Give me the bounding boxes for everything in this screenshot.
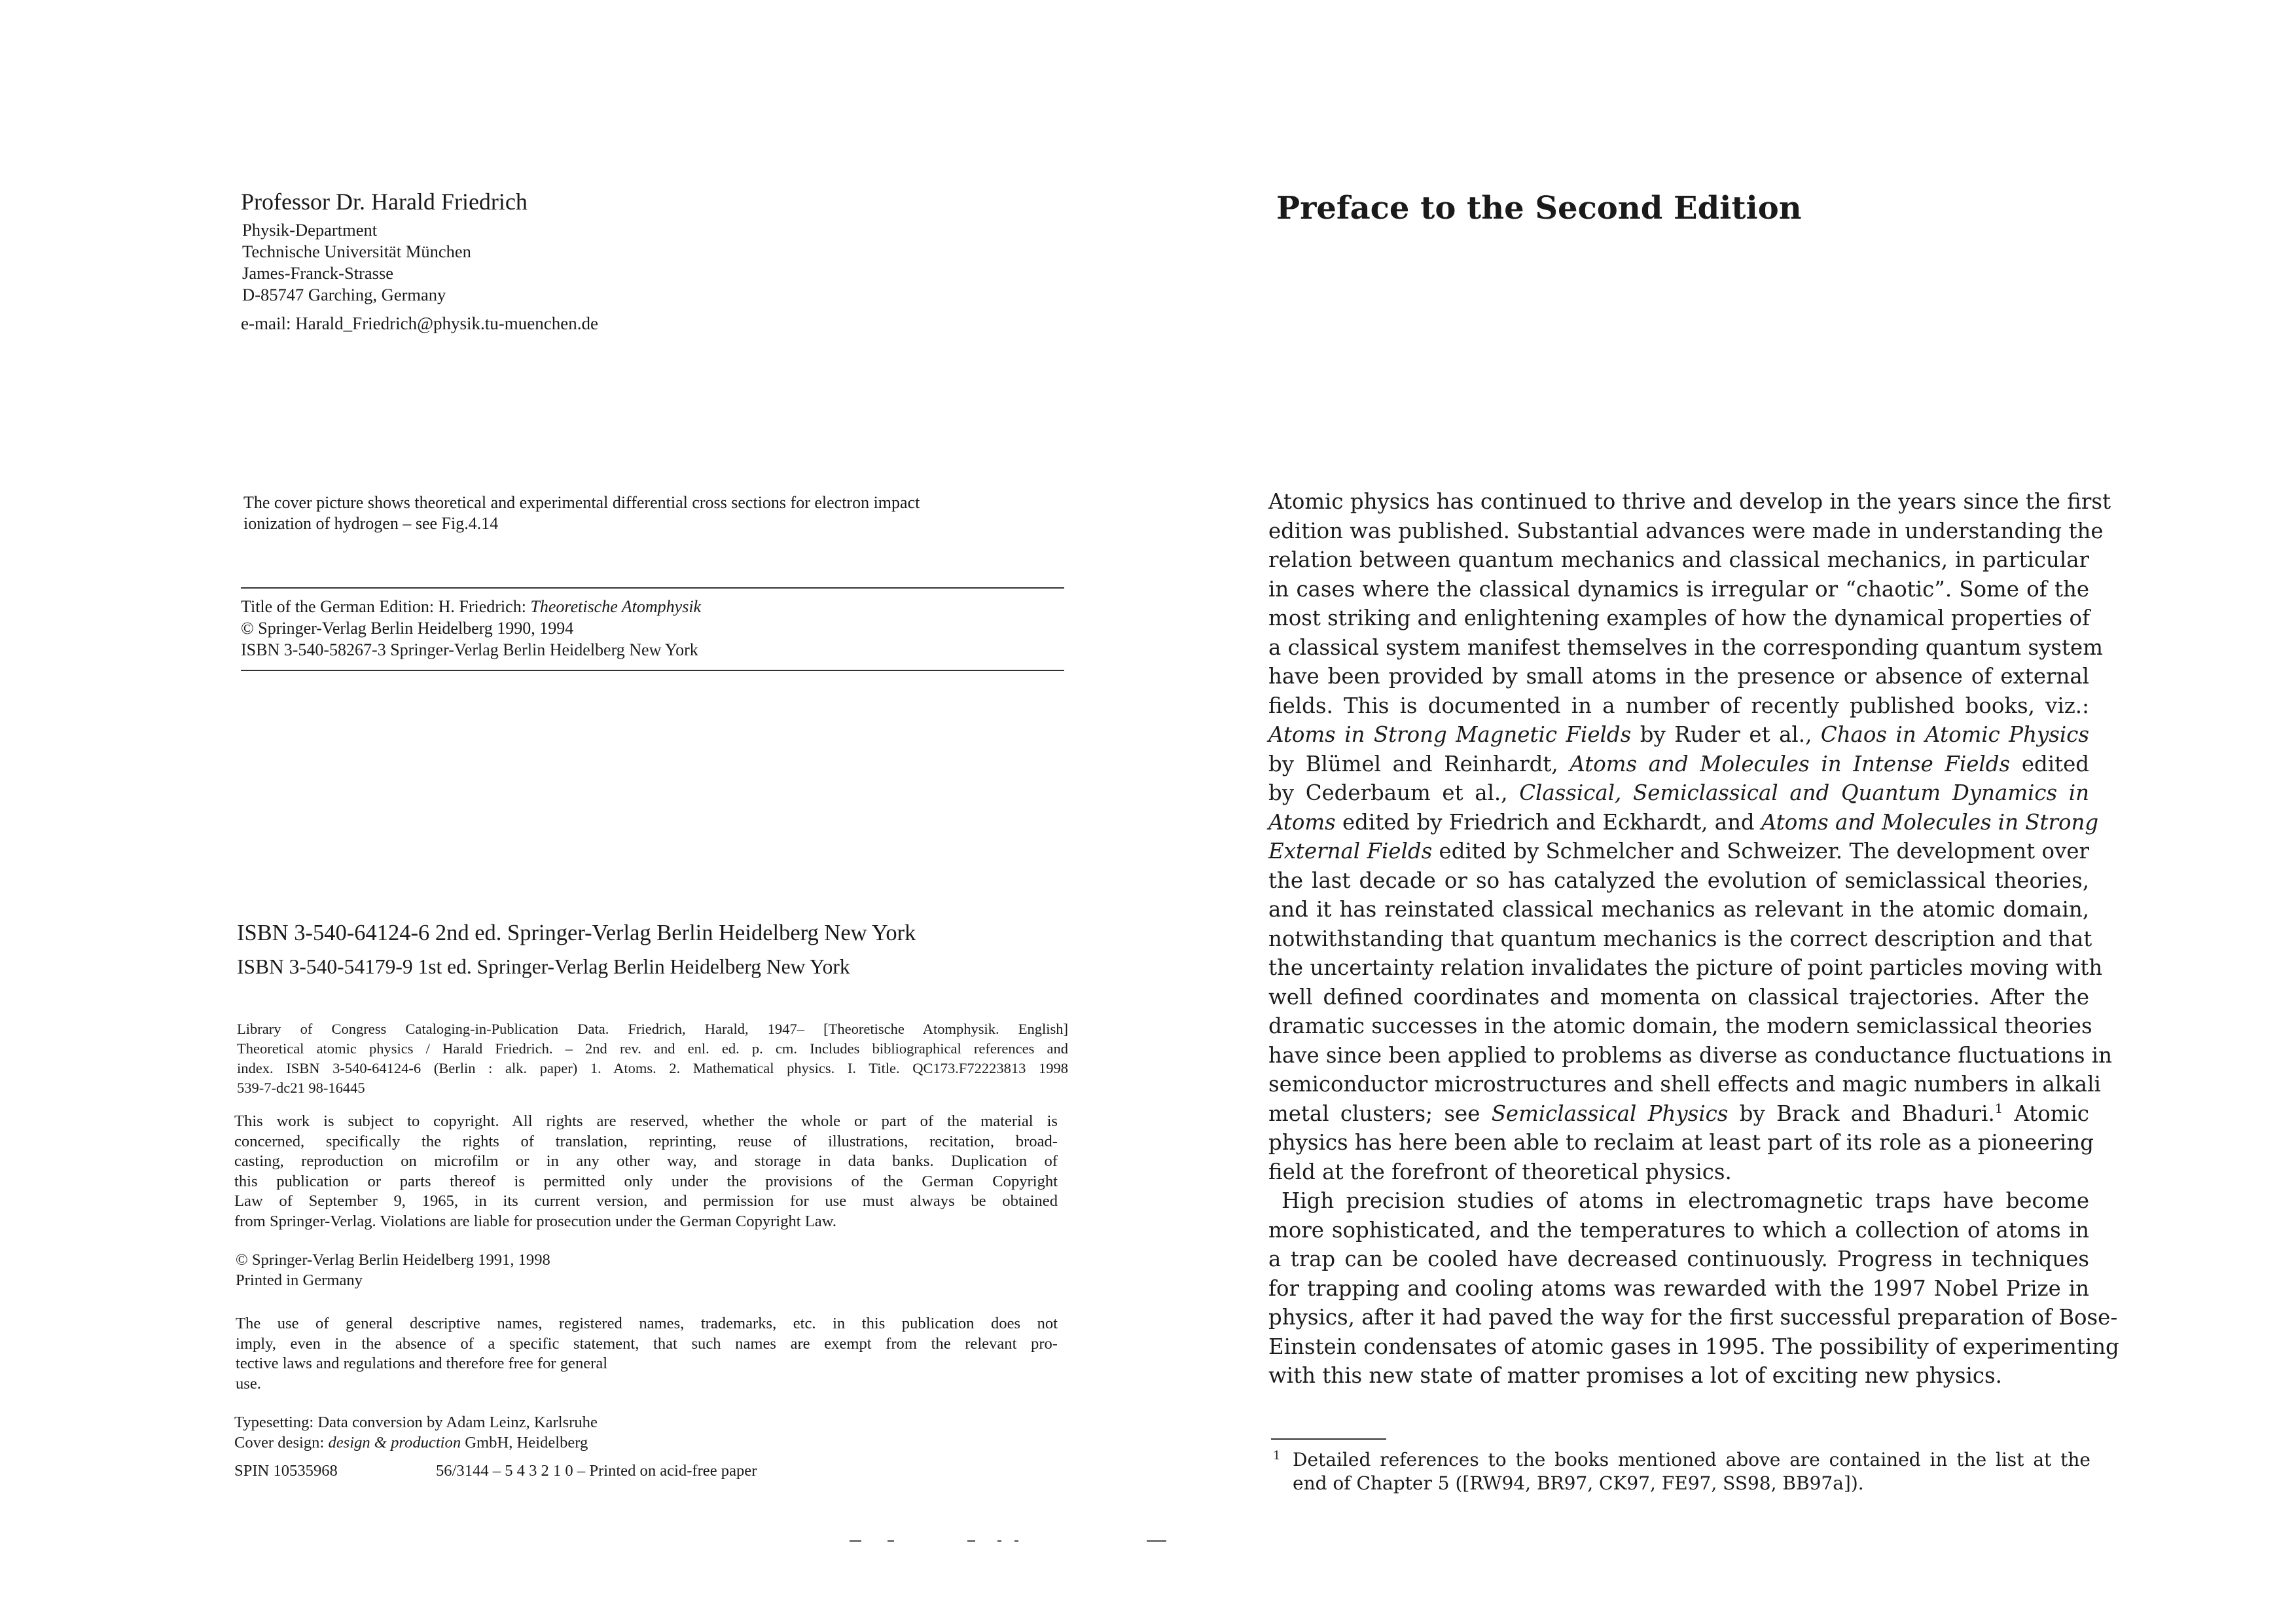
loc-line: index. ISBN 3-540-64124-6 (Berlin : alk. paper) 1. Atoms. 2. Mathematical physics. I. Title. QC173.F72223813 1998 xyxy=(237,1060,1068,1076)
body-line: well defined coordinates and momenta on classical trajectories. After the xyxy=(1268,984,2089,1010)
body-line: relation between quantum mechanics and classical mechanics, in particular xyxy=(1268,547,2089,572)
body-line: for trapping and cooling atoms was rewarded with the 1997 Nobel Prize in xyxy=(1268,1275,2089,1301)
author-email: e-mail: Harald_Friedrich@physik.tu-muenchen.de xyxy=(241,314,598,333)
book-title: Semiclassical Physics xyxy=(1491,1101,1729,1126)
address-line: James-Franck-Strasse xyxy=(242,263,394,283)
copyright-line: Law of September 9, 1965, in its current version, and permission for use must always be obtained xyxy=(234,1192,1058,1211)
divider-rule xyxy=(241,670,1064,671)
body-line: High precision studies of atoms in electromagnetic traps have become xyxy=(1282,1188,2089,1213)
body-line: dramatic successes in the atomic domain, the modern semiclassical theories xyxy=(1268,1013,2092,1038)
body-line: have been provided by small atoms in the presence or absence of external xyxy=(1268,664,2089,689)
spin-line xyxy=(234,1461,757,1482)
footnote-line: end of Chapter 5 ([RW94, BR97, CK97, FE97, SS98, BB97a]). xyxy=(1293,1472,1864,1494)
body-line: have since been applied to problems as diverse as conductance fluctuations in xyxy=(1268,1042,2113,1068)
book-title: Atoms in Strong Magnetic Fields xyxy=(1268,722,1632,747)
book-title: Atoms xyxy=(1268,809,1336,835)
address-line: D-85747 Garching, Germany xyxy=(242,285,446,304)
body-line: semiconductor microstructures and shell effects and magic numbers in alkali xyxy=(1268,1072,2101,1097)
cover-design-company: design & production xyxy=(328,1433,461,1451)
printing-info: 56/3144 – 5 4 3 2 1 0 – Printed on acid-free paper xyxy=(436,1462,757,1480)
scan-mark xyxy=(888,1540,894,1542)
cover-note-line: ionization of hydrogen – see Fig.4.14 xyxy=(243,514,499,533)
book-title: Atoms and Molecules in Strong xyxy=(1761,809,2099,835)
body-text-run: edited by Friedrich and Eckhardt, and xyxy=(1335,809,1761,835)
footnote-text: Detailed references to the books mentioned above are contained in the list at the xyxy=(1293,1449,2090,1470)
divider-rule xyxy=(241,587,1064,589)
copyright-notice xyxy=(234,1112,1058,1232)
production-credits xyxy=(234,1413,598,1453)
loc-line: 539-7-dc21 98-16445 xyxy=(237,1080,365,1096)
body-line xyxy=(1268,720,2089,750)
body-line: more sophisticated, and the temperatures to which a collection of atoms in xyxy=(1268,1217,2089,1243)
body-line: physics, after it had paved the way for the first successful preparation of Bose- xyxy=(1268,1305,2118,1330)
loc-line: Theoretical atomic physics / Harald Friedrich. – 2nd rev. and enl. ed. p. cm. Includes bibliographical references and xyxy=(237,1040,1068,1057)
body-text-run: by Ruder et al., xyxy=(1631,722,1821,747)
body-line: the uncertainty relation invalidates the picture of point particles moving with xyxy=(1268,955,2103,980)
body-line: edition was published. Substantial advances were made in understanding the xyxy=(1268,518,2104,543)
cover-design-suffix: GmbH, Heidelberg xyxy=(461,1433,588,1451)
body-line xyxy=(1268,808,2099,837)
isbn-2nd-ed: ISBN 3-540-64124-6 2nd ed. Springer-Verlag Berlin Heidelberg New York xyxy=(237,921,916,945)
body-line: and it has reinstated classical mechanics as relevant in the atomic domain, xyxy=(1268,897,2089,922)
copyright-line: This work is subject to copyright. All rights are reserved, whether the whole or part of the material is xyxy=(234,1112,1058,1130)
preface-title: Preface to the Second Edition xyxy=(1276,190,1802,227)
body-line: a trap can be cooled have decreased continuously. Progress in techniques xyxy=(1268,1247,2089,1271)
trademarks-line: imply, even in the absence of a specific statement, that such names are exempt from the relevant pro- xyxy=(236,1334,1058,1353)
copyright-line: from Springer-Verlag. Violations are liable for prosecution under the German Copyright Law. xyxy=(234,1212,837,1230)
german-isbn: ISBN 3-540-58267-3 Springer-Verlag Berlin Heidelberg New York xyxy=(241,640,698,659)
typesetting-credit: Typesetting: Data conversion by Adam Leinz, Karlsruhe xyxy=(234,1413,598,1431)
german-title: Theoretische Atomphysik xyxy=(530,597,702,616)
copyright-line: concerned, specifically the rights of translation, reprinting, reuse of illustrations, recitation, broad- xyxy=(234,1132,1058,1150)
cover-note-line: The cover picture shows theoretical and experimental differential cross sections for electron impact xyxy=(243,493,920,512)
body-line: in cases where the classical dynamics is irregular or “chaotic”. Some of the xyxy=(1268,576,2089,602)
body-line: notwithstanding that quantum mechanics is the correct description and that xyxy=(1268,926,2092,951)
book-title: Atoms and Molecules in Intense Fields xyxy=(1570,751,2011,776)
cover-picture-note xyxy=(243,492,1075,534)
body-line xyxy=(1268,837,2089,866)
trademarks-line: use. xyxy=(236,1374,261,1393)
cover-design-credit xyxy=(234,1433,598,1453)
springer-copyright: © Springer-Verlag Berlin Heidelberg 1991, 1998 xyxy=(236,1251,550,1269)
scan-mark xyxy=(1147,1540,1166,1542)
copyright-line: casting, reproduction on microfilm or in any other way, and storage in data banks. Duplication of xyxy=(234,1152,1058,1171)
isbn-block xyxy=(237,917,916,983)
spin-code: SPIN 10535968 xyxy=(234,1462,338,1480)
library-of-congress-data xyxy=(237,1019,1068,1098)
body-text-run: by Blümel and Reinhardt, xyxy=(1268,751,1570,776)
footnote-reference[interactable]: 1 xyxy=(1994,1101,2003,1116)
author-name: Professor Dr. Harald Friedrich xyxy=(241,189,528,215)
copyright-line: this publication or parts thereof is permitted only under the provisions of the German Copyright xyxy=(234,1172,1058,1190)
body-line: Einstein condensates of atomic gases in 1995. The possibility of experimenting xyxy=(1268,1334,2119,1359)
body-text-run: edited xyxy=(2010,751,2089,776)
body-line: fields. This is documented in a number of recently published books, viz.: xyxy=(1268,693,2089,718)
body-line: a classical system manifest themselves in the corresponding quantum system xyxy=(1268,634,2103,660)
body-text-run: by Brack and Bhaduri. xyxy=(1728,1101,1995,1126)
scan-mark xyxy=(967,1540,975,1542)
body-line: most striking and enlightening examples of how the dynamical properties of xyxy=(1268,606,2090,630)
trademarks-notice xyxy=(236,1314,1058,1394)
body-text-run: by Cederbaum et al., xyxy=(1268,780,1520,805)
footnote-line: 1 Detailed references to the books mentioned above are contained in the list at the xyxy=(1273,1448,2090,1470)
footnote-rule xyxy=(1271,1438,1386,1440)
body-line: with this new state of matter promises a lot of exciting new physics. xyxy=(1268,1363,2002,1388)
address-line: Physik-Department xyxy=(242,220,378,240)
address-line: Technische Universität München xyxy=(242,242,471,261)
body-line xyxy=(1268,1099,2089,1129)
body-line: the last decade or so has catalyzed the evolution of semiclassical theories, xyxy=(1268,867,2089,893)
body-line xyxy=(1268,778,2089,808)
footnote xyxy=(1273,1448,2090,1495)
body-line: physics has here been able to reclaim at least part of its role as a pioneering xyxy=(1268,1130,2094,1155)
preface-body xyxy=(1268,487,2119,1391)
book-title: Classical, Semiclassical and Quantum Dynamics in xyxy=(1519,780,2090,805)
body-text-run: edited by Schmelcher and Schweizer. The development over xyxy=(1432,839,2089,864)
german-edition-info xyxy=(241,596,1066,661)
german-copyright: © Springer-Verlag Berlin Heidelberg 1990, 1994 xyxy=(241,619,574,638)
german-title-line xyxy=(241,596,1066,617)
body-text-run: metal clusters; see xyxy=(1268,1101,1492,1126)
book-title: Chaos in Atomic Physics xyxy=(1820,722,2089,747)
book-title: External Fields xyxy=(1268,839,1433,864)
trademarks-line: tective laws and regulations and therefore free for general xyxy=(236,1355,608,1373)
loc-line: Library of Congress Cataloging-in-Publication Data. Friedrich, Harald, 1947– [Theoretische Atomphysik. English] xyxy=(237,1021,1068,1037)
cover-design-prefix: Cover design: xyxy=(234,1433,329,1451)
german-title-prefix: Title of the German Edition: H. Friedrich: xyxy=(241,597,531,616)
trademarks-line: The use of general descriptive names, registered names, trademarks, etc. in this publication does not xyxy=(236,1315,1058,1332)
printed-in: Printed in Germany xyxy=(236,1271,363,1289)
author-address xyxy=(242,219,471,306)
springer-copyright-block xyxy=(236,1250,550,1290)
isbn-1st-ed: ISBN 3-540-54179-9 1st ed. Springer-Verlag Berlin Heidelberg New York xyxy=(237,955,850,978)
body-text-run: Atomic xyxy=(2003,1101,2090,1126)
body-line xyxy=(1268,750,2089,779)
scan-mark xyxy=(850,1540,861,1542)
scan-mark xyxy=(997,1540,1001,1542)
scan-mark xyxy=(1014,1540,1018,1542)
body-line: field at the forefront of theoretical physics. xyxy=(1268,1159,1732,1184)
body-line: Atomic physics has continued to thrive and develop in the years since the first xyxy=(1268,489,2111,514)
